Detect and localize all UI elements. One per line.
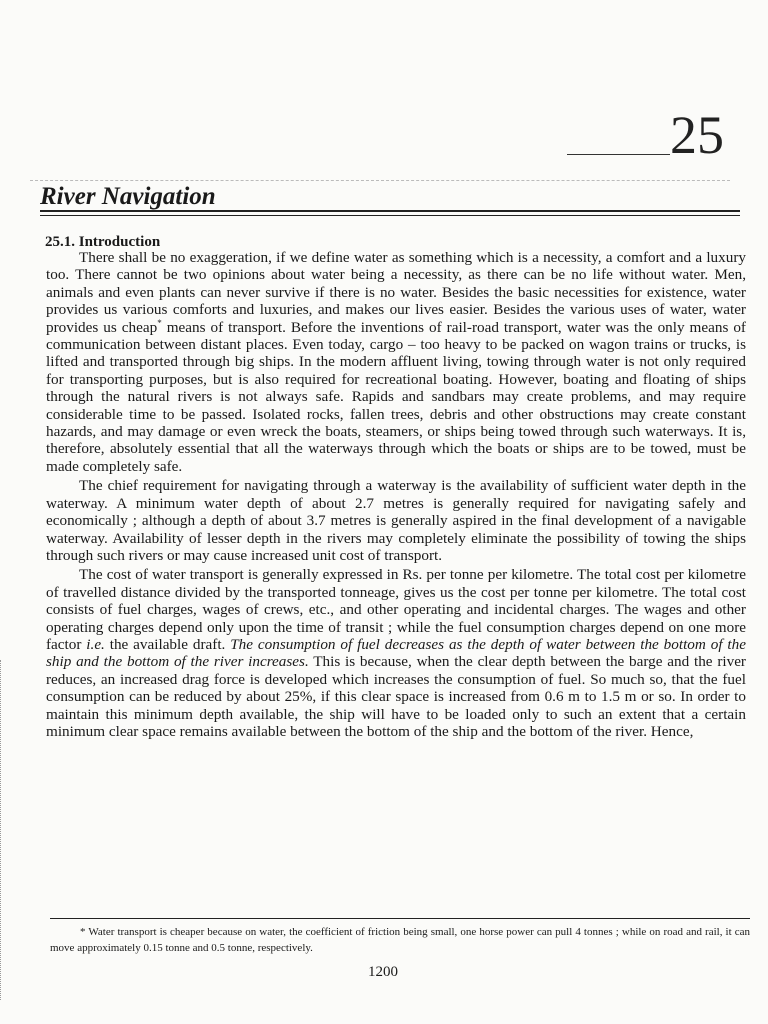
chapter-title: River Navigation (40, 183, 216, 210)
paragraph-3-part-b: the available draft. (104, 635, 231, 653)
title-rule-thick (40, 210, 740, 212)
paragraph-1-part-a: There shall be no exaggeration, if we define water as something which is a necessity, a comfort and a luxury too. There cannot be two opinions about water being a necessity, as there can be no life without water. Men, animals and even plants can never survive if there is no water. Besides the basic necessities for existence, water provides us various comforts and luxuries, and makes our lives easier. Besides the various uses of water, water provides us cheap (46, 249, 746, 336)
footnote (50, 924, 750, 956)
paragraph-3-part-a: The cost of water transport is generally expressed in Rs. per tonne per kilometre. The total cost per kilometre of travelled distance divided by the transported tonneage, gives us the cost per tonne per kilometre. The total cost consists of fuel charges, wages of crews, etc., and other operating and incidental charges. The wages and other operating charges depend only upon the time of transit ; while the fuel consumption charges depend on one more factor (46, 566, 746, 653)
scan-edge-marks (0, 660, 5, 1000)
chapter-number: 25 (670, 105, 724, 165)
footnote-text: * Water transport is cheaper because on water, the coefficient of friction being small, one horse power can pull 4 tonnes ; while on road and rail, it can move approximately 0.15 tonne and 0.5 tonne, respectively. (50, 926, 750, 954)
chapter-number-rule (567, 154, 670, 155)
paragraph-1-part-b: means of transport. Before the inventions of rail-road transport, water was the only means of communication between distant places. Even today, cargo – too heavy to be packed on wagon trains or trucks, is lifted and transported through big ships. In the modern affluent living, towing through water is not only required for transporting purposes, but is also required for recreational boating. However, boating and floating of ships through the natural rivers is not always safe. Rapids and sandbars may create problems, and may require considerable time to be passed. Isolated rocks, fallen trees, debris and other obstructions may create constant hazards, and may damage or even wreck the boats, steamers, or ships being towed through such waterways. It is, therefore, absolutely essential that all the waterways through which the boats or ships are to be towed, must be made completely safe. (46, 318, 746, 475)
title-rule-thin (40, 215, 740, 216)
paragraph-3-part-c: This is because, when the clear depth between the barge and the river reduces, an increased drag force is developed which increases the consumption of fuel. So much so, that the fuel consumption can be reduced by about 25%, if this clear space is increased from 0.6 m to 1.5 m or so. In order to maintain this minimum depth available, the ship will have to be loaded only to such an extent that a certain minimum clear space remains available between the bottom of the ship and the bottom of the river. Hence, (46, 653, 746, 740)
section-heading: 25.1. Introduction (45, 234, 161, 250)
footnote-rule (50, 918, 750, 919)
paragraph-3-ie: i.e. (86, 635, 105, 653)
paragraph-3 (46, 566, 746, 740)
paragraph-1 (46, 249, 746, 475)
paragraph-2: The chief requirement for navigating through a waterway is the availability of sufficient water depth in the waterway. A minimum water depth of about 2.7 metres is generally required for navigating safely and economically ; although a depth of about 3.7 metres is generally aspired in the final development of a navigable waterway. Availability of lesser depth in the rivers may completely eliminate the possibility of towing the ships through such rivers or may cause increased unit cost of transport. (46, 477, 746, 564)
footnote-marker: * (157, 317, 162, 328)
header-hairline (30, 180, 730, 181)
page-number: 1200 (368, 964, 398, 980)
paragraph-3-italic-statement: The consumption of fuel decreases as the depth of water between the bottom of the ship and the bottom of the river increases. (46, 635, 746, 671)
body-text (46, 249, 746, 742)
